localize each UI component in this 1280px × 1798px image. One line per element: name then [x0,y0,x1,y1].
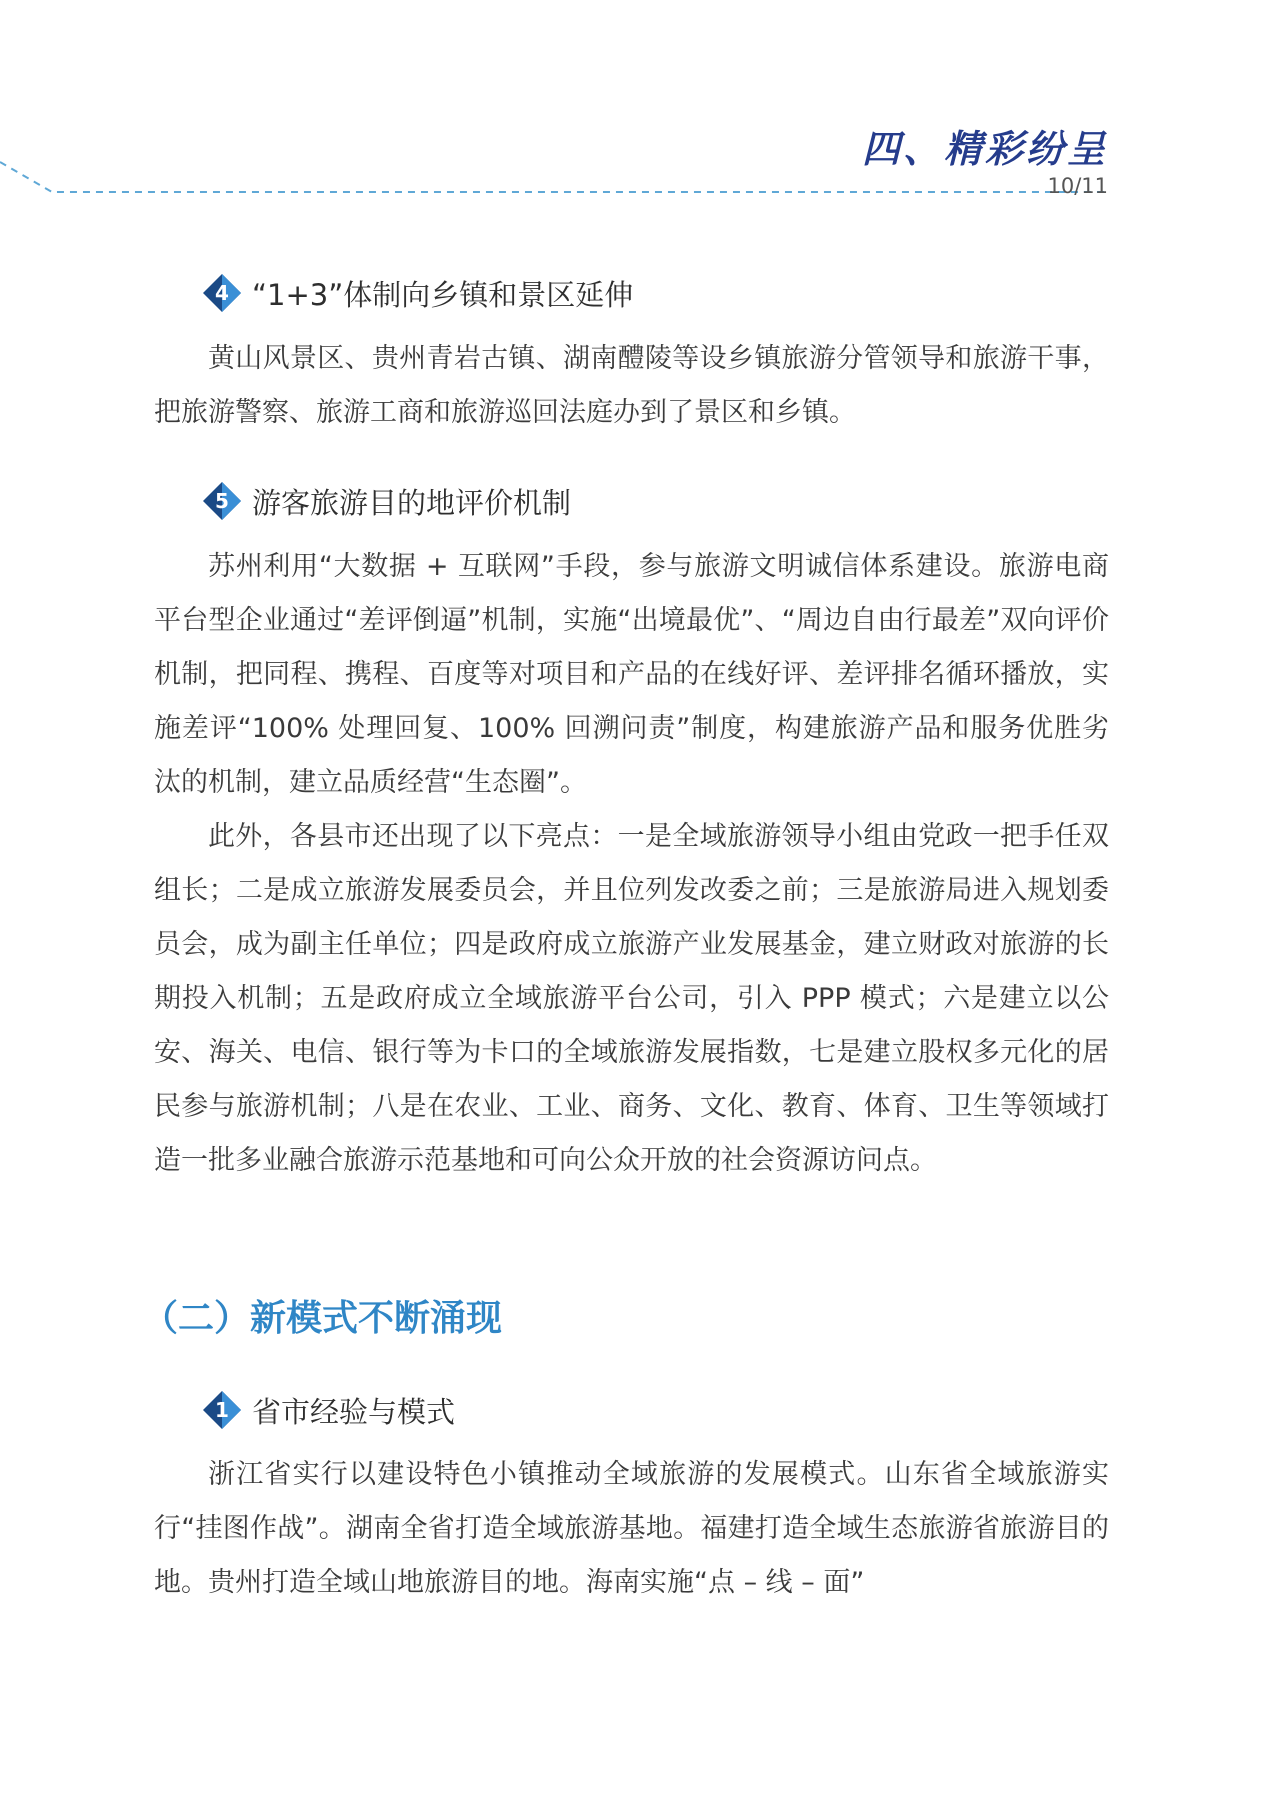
body-paragraph: 此外，各县市还出现了以下亮点：一是全域旅游领导小组由党政一把手任双组长；二是成立旅游发展委员会，并且位列发改委之前；三是旅游局进入规划委员会，成为副主任单位；四是政府成立旅游产业发展基金，建立财政对旅游的长期投入机制；五是政府成立全域旅游平台公司，引入 PPP 模式；六是建立以公安、海关、电信、银行等为卡口的全域旅游发展指数，七是建立股权多元化的居民参与旅游机制；八是在农业、工业、商务、文化、教育、体育、卫生等领域打造一批多业融合旅游示范基地和可向公众开放的社会资源访问点。 [154,821,1109,1176]
badge-number: 4 [215,281,229,305]
section-title: （二）新模式不断涌现 [142,1298,503,1339]
body-paragraph: 浙江省实行以建设特色小镇推动全域旅游的发展模式。山东省全域旅游实行“挂图作战”。湖南全省打造全域旅游基地。福建打造全域生态旅游省旅游目的地。贵州打造全域山地旅游目的地。海南实施“点 – 线 – 面” [154,1459,1109,1598]
body-paragraph: 黄山风景区、贵州青岩古镇、湖南醴陵等设乡镇旅游分管领导和旅游干事，把旅游警察、旅游工商和旅游巡回法庭办到了景区和乡镇。 [154,343,1109,428]
item-title: “1+3”体制向乡镇和景区延伸 [252,277,634,312]
number-badge-icon [202,273,242,313]
item-heading-4 [202,270,633,316]
chapter-title: 四、精彩纷呈 [861,127,1108,171]
item-heading-5 [202,478,571,524]
page-number: 10/11 [1047,174,1108,198]
body-paragraph: 苏州利用“大数据 + 互联网”手段，参与旅游文明诚信体系建设。旅游电商平台型企业通过“差评倒逼”机制，实施“出境最优”、“周边自由行最差”双向评价机制，把同程、携程、百度等对项目和产品的在线好评、差评排名循环播放，实施差评“100% 处理回复、100% 回溯问责”制度，构建旅游产品和服务优胜劣汰的机制，建立品质经营“生态圈”。 [154,551,1109,798]
decorative-dashed-line [0,130,1110,200]
badge-number: 1 [215,1398,229,1422]
number-badge-icon [202,481,242,521]
badge-number: 5 [215,489,229,513]
item-title: 游客旅游目的地评价机制 [252,485,572,520]
item-title: 省市经验与模式 [252,1394,456,1429]
item-heading-1 [202,1387,455,1433]
number-badge-icon [202,1390,242,1430]
